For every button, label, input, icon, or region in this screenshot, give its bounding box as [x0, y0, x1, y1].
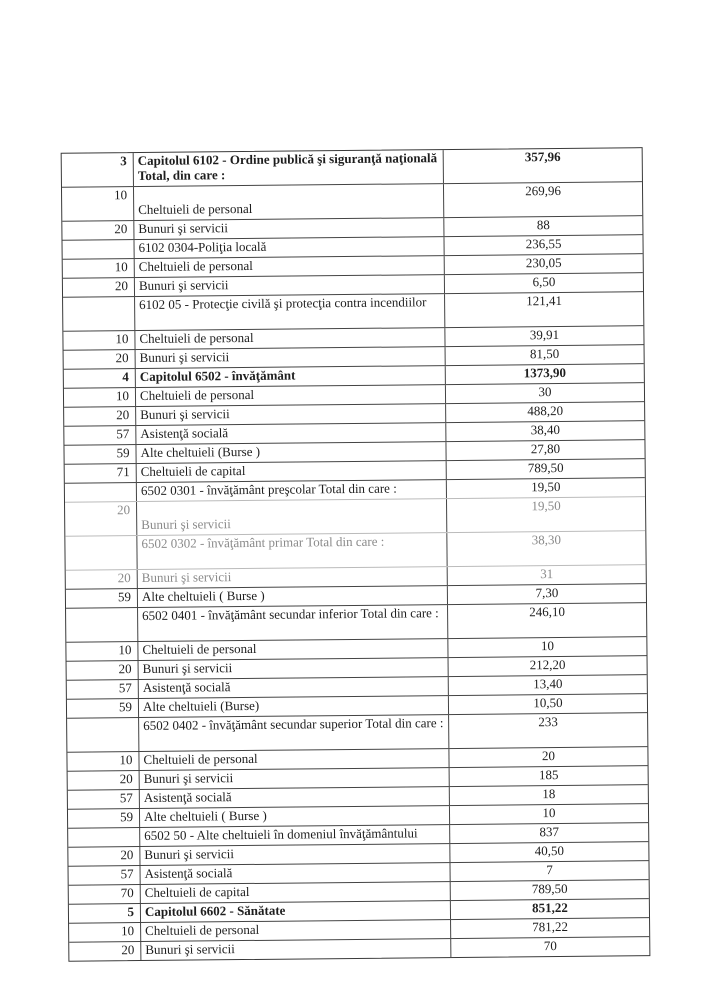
row-value: 81,50 — [529, 345, 560, 362]
row-description: Cheltuieli de personal — [135, 256, 445, 277]
row-description: 6502 0301 - învăţământ preşcolar Total din care : — [137, 480, 447, 501]
row-code: 70 — [69, 885, 141, 904]
row-code: 20 — [68, 771, 140, 790]
row-description: Cheltuieli de personal — [136, 385, 446, 406]
row-description: Capitolul 6602 - Sănătate — [141, 901, 451, 922]
row-value: 38,40 — [530, 421, 561, 438]
row-value: 20 — [541, 748, 556, 764]
row-description: Asistenţă socială — [139, 677, 449, 698]
row-value: 121,41 — [526, 292, 563, 309]
row-code: 57 — [68, 790, 140, 809]
row-code: 10 — [63, 259, 135, 278]
row-description: Asistenţă socială — [140, 787, 450, 808]
table-row — [65, 496, 645, 536]
row-description: Bunuri şi servicii — [136, 347, 446, 368]
row-description: Alte cheltuieli ( Burse ) — [138, 586, 448, 607]
row-description: Alte cheltuieli (Burse ) — [136, 442, 446, 463]
row-value: 27,80 — [530, 440, 561, 457]
row-code — [65, 483, 137, 502]
row-code: 3 — [62, 153, 134, 187]
row-value: 70 — [543, 938, 557, 954]
row-code: 59 — [68, 809, 140, 828]
row-description: 6502 50 - Alte cheltuieli în domeniul învăţământului — [140, 825, 450, 846]
row-code: 5 — [69, 904, 141, 923]
row-code: 20 — [66, 570, 138, 589]
row-code: 57 — [69, 866, 141, 885]
row-description: Alte cheltuieli (Burse) — [139, 696, 449, 717]
row-value: 13,40 — [533, 675, 563, 692]
row-code: 20 — [62, 221, 134, 240]
row-value: 10 — [542, 805, 556, 821]
row-code — [65, 536, 137, 570]
row-description: Asistenţă socială — [136, 423, 446, 444]
row-code: 59 — [67, 699, 139, 718]
row-value: 7,30 — [535, 585, 559, 601]
row-value: 18 — [542, 786, 556, 802]
row-description: 6502 0302 - învăţământ primar Total din care : — [137, 533, 447, 569]
row-value: 1373,90 — [523, 364, 566, 381]
row-code: 10 — [64, 388, 136, 407]
row-value: 19,50 — [531, 478, 561, 495]
row-code — [66, 608, 138, 642]
row-code: 20 — [65, 502, 137, 536]
row-code: 10 — [62, 187, 134, 221]
row-code: 20 — [68, 847, 140, 866]
row-value: 246,10 — [529, 603, 566, 620]
row-code: 71 — [65, 464, 137, 483]
row-code — [68, 828, 140, 847]
row-description: Bunuri şi servicii — [141, 939, 451, 960]
row-description: Alte cheltuieli ( Burse ) — [140, 806, 450, 827]
row-description: 6102 05 - Protecţie civilă şi protecţia contra incendiilor — [135, 294, 445, 330]
row-description: 6502 0402 - învăţământ secundar superior Total din care : — [139, 715, 449, 751]
row-code: 20 — [64, 407, 136, 426]
row-code: 20 — [67, 661, 139, 680]
row-value: 233 — [538, 714, 558, 730]
row-value: 837 — [539, 824, 560, 840]
row-value: 851,22 — [531, 899, 568, 916]
row-value: 19,50 — [531, 497, 561, 514]
row-code: 20 — [69, 942, 141, 961]
row-description: 6102 0304-Poliţia locală — [134, 237, 444, 258]
row-code: 10 — [66, 642, 138, 661]
row-description: Bunuri şi servicii — [140, 844, 450, 865]
row-code: 57 — [67, 680, 139, 699]
row-value: 6,50 — [532, 274, 556, 290]
row-description: Bunuri şi servicii — [140, 768, 450, 789]
row-code: 20 — [63, 278, 135, 297]
table-row — [62, 148, 642, 187]
row-description: Capitolul 6502 - învăţământ — [136, 366, 446, 387]
row-description: Cheltuieli de personal — [134, 184, 444, 220]
row-code: 10 — [67, 752, 139, 771]
row-value: 185 — [538, 767, 559, 783]
row-description: Cheltuieli de personal — [138, 639, 448, 660]
row-value: 31 — [540, 566, 554, 582]
row-code: 4 — [64, 369, 136, 388]
row-code: 57 — [64, 426, 136, 445]
row-description: Bunuri şi servicii — [136, 404, 446, 425]
row-code — [62, 240, 134, 259]
row-value: 789,50 — [531, 880, 568, 897]
row-description: Cheltuieli de capital — [137, 461, 447, 482]
row-description: Cheltuieli de capital — [141, 882, 451, 903]
row-description: Cheltuieli de personal — [141, 920, 451, 941]
row-value: 789,50 — [527, 459, 564, 476]
row-value: 230,05 — [525, 254, 562, 271]
row-description: Asistenţă socială — [141, 863, 451, 884]
table-row — [66, 602, 646, 642]
row-code: 10 — [63, 331, 135, 350]
row-value: 7 — [546, 862, 553, 878]
row-code: 59 — [64, 445, 136, 464]
table-row — [65, 530, 645, 570]
row-description: Bunuri şi servicii — [139, 658, 449, 679]
table-row — [67, 712, 647, 752]
row-description: Cheltuieli de personal — [135, 328, 445, 349]
row-code — [63, 297, 135, 331]
row-code: 20 — [64, 350, 136, 369]
row-value: 30 — [538, 384, 552, 400]
row-value: 39,91 — [529, 326, 560, 343]
row-description: 6502 0401 - învăţământ secundar inferior Total din care : — [138, 605, 448, 641]
row-value: 38,30 — [531, 531, 562, 548]
row-description: Bunuri şi servicii — [135, 275, 445, 296]
row-description: Bunuri şi servicii — [138, 567, 448, 588]
row-value: 40,50 — [534, 842, 565, 859]
row-description: Cheltuieli de personal — [139, 749, 449, 770]
row-value: 269,96 — [525, 182, 561, 199]
row-value: 10,50 — [533, 694, 563, 711]
row-value: 781,22 — [532, 918, 569, 935]
row-value: 88 — [536, 217, 550, 233]
table-row — [63, 291, 643, 331]
row-description: Capitolul 6102 - Ordine publică şi siguranţă naţională Total, din care : — [134, 150, 444, 186]
table-row — [62, 181, 642, 221]
row-code — [67, 718, 139, 752]
row-value: 488,20 — [527, 402, 564, 419]
row-value: 212,20 — [529, 656, 566, 673]
row-value: 10 — [540, 638, 554, 654]
row-value: 236,55 — [525, 235, 562, 252]
row-description: Bunuri şi servicii — [137, 499, 447, 535]
row-value: 357,96 — [524, 148, 561, 165]
row-code: 10 — [69, 923, 141, 942]
row-code: 59 — [66, 589, 138, 608]
row-description: Bunuri şi servicii — [134, 218, 444, 239]
budget-table — [61, 147, 651, 962]
